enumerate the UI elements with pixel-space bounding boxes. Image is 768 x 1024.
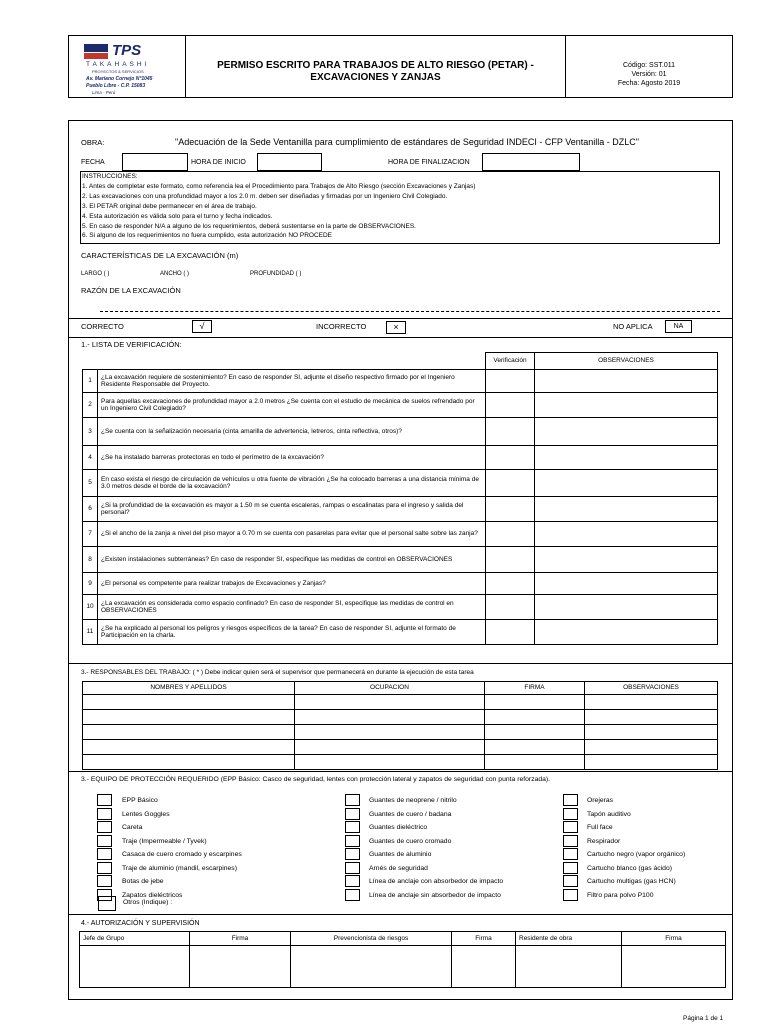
epp-label: Lentes Goggles xyxy=(122,810,170,818)
excavacion-title: CARACTERÍSTICAS DE LA EXCAVACIÓN (m) xyxy=(81,251,239,260)
autorizacion-table xyxy=(79,931,726,988)
verificacion-cell[interactable] xyxy=(486,370,535,393)
nombre-cell[interactable] xyxy=(83,710,295,725)
table-header-row xyxy=(80,932,726,946)
ancho-label: ANCHO ( ) xyxy=(160,271,189,277)
page-number: Página 1 de 1 xyxy=(683,1015,724,1022)
observaciones-cell[interactable] xyxy=(535,470,718,497)
table-header-row xyxy=(83,353,718,370)
verificacion-cell[interactable] xyxy=(486,418,535,446)
verificacion-cell[interactable] xyxy=(486,393,535,418)
table-row xyxy=(83,446,718,470)
no-aplica-label: NO APLICA xyxy=(613,322,653,331)
item-question: ¿Se cuenta con la señalización necesaria (cinta amarilla de advertencia, letreros, cinta reflectiva, otros)? xyxy=(98,418,486,446)
epp-label: Respirador xyxy=(587,837,621,845)
nombre-cell[interactable] xyxy=(83,740,295,755)
epp-label: Guantes dieléctrico xyxy=(369,824,428,831)
logo xyxy=(84,42,179,98)
otros-label: Otros (Indique) : xyxy=(123,899,173,906)
instruction-item: 6. Si alguno de los requerimientos no fuera cumplido, esta autorización NO PROCEDE xyxy=(82,232,333,240)
hora-fin-input[interactable] xyxy=(482,153,580,171)
observaciones-cell[interactable] xyxy=(585,755,718,770)
item-question: ¿La excavación es considerada como espacio confinado? En caso de responder SI, especifique las medidas de control en OBSERVACIONES xyxy=(98,595,486,620)
divider xyxy=(68,337,733,338)
firma-cell[interactable] xyxy=(485,695,585,710)
ocupacion-cell[interactable] xyxy=(295,740,485,755)
hora-fin-label: HORA DE FINALIZACION xyxy=(388,159,470,166)
epp-label: Guantes de aluminio xyxy=(369,851,432,858)
fecha-input[interactable] xyxy=(122,153,188,171)
table-row xyxy=(83,710,718,725)
doc-date: Fecha: Agosto 2019 xyxy=(617,79,681,87)
no-aplica-checkbox[interactable]: NA xyxy=(665,320,692,333)
item-question: ¿Se ha instalado barreras protectoras en todo el perímetro de la excavación? xyxy=(98,446,486,470)
nombre-cell[interactable] xyxy=(83,755,295,770)
table-row xyxy=(83,522,718,547)
epp-checkbox[interactable] xyxy=(563,862,578,874)
col-firma-2: Firma xyxy=(452,932,516,946)
col-jefe: Jefe de Grupo xyxy=(80,932,190,946)
observaciones-cell[interactable] xyxy=(585,740,718,755)
epp-label: Tapón auditivo xyxy=(587,810,631,818)
hora-inicio-input[interactable] xyxy=(257,153,322,171)
epp-checkbox[interactable] xyxy=(563,835,578,847)
divider xyxy=(68,318,733,319)
jefe-cell[interactable] xyxy=(80,946,190,988)
doc-version: Versión: 01 xyxy=(631,70,667,78)
epp-label: Arnés de seguridad xyxy=(369,864,428,872)
observaciones-cell[interactable] xyxy=(585,710,718,725)
table-row xyxy=(83,573,718,595)
nombre-cell[interactable] xyxy=(83,695,295,710)
razon-input-line[interactable] xyxy=(100,311,720,312)
epp-checkbox[interactable] xyxy=(345,875,360,887)
epp-checkbox[interactable] xyxy=(563,821,578,833)
firma-cell[interactable] xyxy=(622,946,726,988)
observaciones-cell[interactable] xyxy=(535,446,718,470)
item-number: 3 xyxy=(83,418,98,446)
observaciones-cell[interactable] xyxy=(535,418,718,446)
item-number: 10 xyxy=(83,595,98,620)
instruction-item: 1. Antes de completar este formato, como referencia lea el Procedimiento para Trabajos de Alto Riesgo (sección Excavaciones y Zanjas) xyxy=(82,182,476,190)
epp-label: Línea de anclaje con absorbedor de impacto xyxy=(369,878,504,885)
col-ocupacion: OCUPACION xyxy=(295,682,485,695)
instruction-item: 4. Esta autorización es válida solo para el turno y fecha indicados. xyxy=(82,212,273,220)
observaciones-cell[interactable] xyxy=(535,595,718,620)
epp-checkbox[interactable] xyxy=(345,889,360,901)
table-row xyxy=(83,393,718,418)
item-question: ¿Si el ancho de la zanja a nivel del piso mayor a 0.70 m se cuenta con pasarelas para evitar que el personal salte sobre las zanja? xyxy=(98,522,486,547)
fecha-label: FECHA xyxy=(81,159,105,166)
instruction-item: 2. Las excavaciones con una profundidad mayor a los 2.0 m. deben ser diseñadas y firmadas por un Ingeniero Civil Colegiado. xyxy=(82,192,448,200)
epp-checkbox[interactable] xyxy=(345,862,360,874)
item-number: 5 xyxy=(83,470,98,497)
epp-checkbox[interactable] xyxy=(345,821,360,833)
logo-company: TAKAHASHI xyxy=(86,61,150,68)
epp-label: Traje (Impermeable / Tyvek) xyxy=(122,837,207,845)
verificacion-cell[interactable] xyxy=(486,547,535,573)
table-row xyxy=(83,418,718,446)
obra-value: "Adecuación de la Sede Ventanilla para cumplimiento de estándares de Seguridad INDECI - CFP Ventanilla - DZLC" xyxy=(175,137,639,147)
firma-cell[interactable] xyxy=(485,725,585,740)
observaciones-cell[interactable] xyxy=(585,725,718,740)
item-question: Para aquellas excavaciones de profundidad mayor a 2.0 metros ¿Se cuenta con el estudio de mecánica de suelos refrendado por un Ingeniero Civil Colegiado? xyxy=(98,393,486,418)
epp-checkbox[interactable] xyxy=(345,848,360,860)
epp-checkbox[interactable] xyxy=(97,794,112,806)
epp-label: Full face xyxy=(587,824,613,831)
table-row xyxy=(83,695,718,710)
responsables-table xyxy=(82,681,718,770)
epp-checkbox[interactable] xyxy=(97,875,112,887)
epp-checkbox[interactable] xyxy=(97,821,112,833)
table-row xyxy=(83,620,718,645)
verificacion-cell[interactable] xyxy=(486,497,535,522)
epp-checkbox[interactable] xyxy=(345,794,360,806)
largo-label: LARGO ( ) xyxy=(81,271,110,277)
item-question: ¿Se ha explicado al personal los peligros y riesgos específicos de la tarea? En caso de responder SI, adjunte el formato de Participación en la charla. xyxy=(98,620,486,645)
observaciones-cell[interactable] xyxy=(535,497,718,522)
item-number: 9 xyxy=(83,573,98,595)
ocupacion-cell[interactable] xyxy=(295,710,485,725)
firma-cell[interactable] xyxy=(485,755,585,770)
divider xyxy=(68,663,733,664)
ocupacion-cell[interactable] xyxy=(295,755,485,770)
responsables-title: 3.- RESPONSABLES DEL TRABAJO: ( * ) Debe indicar quien será el supervisor que permanecerá en durante la ejecución de esta tarea xyxy=(81,669,474,676)
verificacion-cell[interactable] xyxy=(486,470,535,497)
page-title-line2: EXCAVACIONES Y ZANJAS xyxy=(310,72,441,83)
item-number: 4 xyxy=(83,446,98,470)
firma-cell[interactable] xyxy=(485,740,585,755)
col-observaciones: OBSERVACIONES xyxy=(535,353,718,370)
item-question: ¿El personal es competente para realizar trabajos de Excavaciones y Zanjas? xyxy=(98,573,486,595)
table-row xyxy=(83,595,718,620)
epp-checkbox[interactable] xyxy=(563,794,578,806)
item-number: 2 xyxy=(83,393,98,418)
col-firma-3: Firma xyxy=(622,932,726,946)
logo-text: TPS xyxy=(112,42,142,59)
logo-address-1: Av. Mariano Cornejo N°1045 xyxy=(86,76,153,82)
epp-checkbox[interactable] xyxy=(97,808,112,820)
epp-checkbox[interactable] xyxy=(563,808,578,820)
table-row xyxy=(83,497,718,522)
instructions xyxy=(82,172,475,241)
epp-title: 3.- EQUIPO DE PROTECCIÓN REQUERIDO (EPP Básico: Casco de seguridad, lentes con protección lateral y zapatos de seguridad con punta reforzada). xyxy=(81,776,551,783)
col-firma: FIRMA xyxy=(485,682,585,695)
firma-cell[interactable] xyxy=(452,946,516,988)
table-row xyxy=(83,740,718,755)
observaciones-cell[interactable] xyxy=(535,547,718,573)
correcto-label: CORRECTO xyxy=(81,322,124,331)
observaciones-cell[interactable] xyxy=(535,393,718,418)
epp-label: Orejeras xyxy=(587,797,614,804)
epp-label: Guantes de cuero cromado xyxy=(369,837,452,845)
residente-cell[interactable] xyxy=(516,946,622,988)
epp-label: Guantes de cuero / badana xyxy=(369,810,452,818)
hora-inicio-label: HORA DE INICIO xyxy=(191,159,246,166)
verificacion-cell[interactable] xyxy=(486,620,535,645)
item-number: 6 xyxy=(83,497,98,522)
col-firma-1: Firma xyxy=(190,932,291,946)
verificacion-cell[interactable] xyxy=(486,522,535,547)
observaciones-cell[interactable] xyxy=(535,370,718,393)
col-verificacion: Verificación xyxy=(486,353,535,370)
table-row xyxy=(83,470,718,497)
item-number: 1 xyxy=(83,370,98,393)
checklist-title: 1.- LISTA DE VERIFICACIÓN: xyxy=(81,340,182,349)
logo-sub: PROYECTOS & SERVICIOS xyxy=(92,69,144,74)
logo-address-3: Lima - Perú xyxy=(92,90,116,95)
table-row xyxy=(83,370,718,393)
observaciones-cell[interactable] xyxy=(535,620,718,645)
epp-label: Guantes de neoprene / nitrilo xyxy=(369,797,457,804)
logo-mark-icon xyxy=(84,44,108,52)
item-question: ¿Existen instalaciones subterráneas? En caso de responder SI, especifique las medidas de control en OBSERVACIONES xyxy=(98,547,486,573)
verificacion-cell[interactable] xyxy=(486,573,535,595)
item-question: En caso exista el riesgo de circulación de vehículos u otra fuente de vibración ¿Se ha colocado barreras a una distancia mínima de 3.0 metros desde el borde de la excavación? xyxy=(98,470,486,497)
correcto-checkbox[interactable]: √ xyxy=(192,320,212,333)
table-row xyxy=(83,755,718,770)
ocupacion-cell[interactable] xyxy=(295,695,485,710)
ocupacion-cell[interactable] xyxy=(295,725,485,740)
epp-label: Línea de anclaje sin absorbedor de impacto xyxy=(369,891,501,899)
otros-checkbox[interactable] xyxy=(98,896,116,911)
firma-cell[interactable] xyxy=(190,946,291,988)
item-number: 11 xyxy=(83,620,98,645)
obra-label: OBRA: xyxy=(81,138,105,147)
doc-meta xyxy=(565,62,733,88)
logo-address-2: Pueblo Libre - C.P. 15083 xyxy=(86,83,146,89)
table-row xyxy=(83,725,718,740)
epp-label: Casaca de cuero cromado y escarpines xyxy=(122,851,242,858)
verificacion-cell[interactable] xyxy=(486,446,535,470)
instructions-title: INSTRUCCIONES: xyxy=(82,173,138,180)
logo-mark-red-icon xyxy=(84,53,108,59)
autorizacion-title: 4.- AUTORIZACIÓN Y SUPERVISIÓN xyxy=(81,920,200,927)
epp-label: Traje de aluminio (mandil, escarpines) xyxy=(122,864,237,872)
epp-checkbox[interactable] xyxy=(97,862,112,874)
epp-label: Careta xyxy=(122,824,143,831)
item-number: 7 xyxy=(83,522,98,547)
table-row xyxy=(83,547,718,573)
epp-label: Botas de jebe xyxy=(122,878,164,885)
divider xyxy=(68,771,733,772)
item-number: 8 xyxy=(83,547,98,573)
incorrecto-label: INCORRECTO xyxy=(316,322,367,331)
firma-cell[interactable] xyxy=(485,710,585,725)
verificacion-cell[interactable] xyxy=(486,595,535,620)
divider xyxy=(68,914,733,915)
epp-label: EPP Básico xyxy=(122,797,158,804)
profundidad-label: PROFUNDIDAD ( ) xyxy=(250,271,302,277)
observaciones-cell[interactable] xyxy=(535,573,718,595)
col-nombres: NOMBRES Y APELLIDOS xyxy=(83,682,295,695)
table-row xyxy=(80,946,726,988)
instruction-item: 5. En caso de responder N/A a alguno de los requerimientos, deberá sustentarse en la parte de OBSERVACIONES. xyxy=(82,222,416,230)
epp-checkbox[interactable] xyxy=(97,848,112,860)
col-residente: Residente de obra xyxy=(516,932,622,946)
table-header-row xyxy=(83,682,718,695)
epp-label: Cartucho negro (vapor orgánico) xyxy=(587,851,686,858)
epp-label: Cartucho multigas (gas HCN) xyxy=(587,878,676,885)
epp-checkbox[interactable] xyxy=(563,889,578,901)
epp-label: Cartucho blanco (gas ácido) xyxy=(587,864,673,872)
col-observaciones: OBSERVACIONES xyxy=(585,682,718,695)
epp-checkbox[interactable] xyxy=(563,848,578,860)
epp-checkbox[interactable] xyxy=(563,875,578,887)
razon-label: RAZÓN DE LA EXCAVACIÓN xyxy=(81,286,181,295)
epp-checkbox[interactable] xyxy=(97,835,112,847)
page-title xyxy=(186,60,565,84)
observaciones-cell[interactable] xyxy=(535,522,718,547)
epp-checkbox[interactable] xyxy=(345,808,360,820)
item-question: ¿La excavación requiere de sostenimiento? En caso de responder SI, adjunte el diseño respectivo firmado por el Ingeniero Residente Responsable del Proyecto. xyxy=(98,370,486,393)
item-question: ¿Si la profundidad de la excavación es mayor a 1.50 m se cuenta escaleras, rampas o escalinatas para el ingreso y salida del personal? xyxy=(98,497,486,522)
page-title-line1: PERMISO ESCRITO PARA TRABAJOS DE ALTO RIESGO (PETAR) - xyxy=(217,60,534,71)
incorrecto-checkbox[interactable]: × xyxy=(386,321,406,334)
epp-label: Zapatos dieléctricos xyxy=(122,891,183,899)
instruction-item: 3. El PETAR original debe permanecer en el área de trabajo. xyxy=(82,202,257,210)
prevencionista-cell[interactable] xyxy=(291,946,452,988)
epp-label: Filtro para polvo P100 xyxy=(587,891,654,899)
observaciones-cell[interactable] xyxy=(585,695,718,710)
checklist-table xyxy=(82,352,718,645)
doc-code: Código: SST.011 xyxy=(622,62,675,69)
nombre-cell[interactable] xyxy=(83,725,295,740)
epp-checkbox[interactable] xyxy=(345,835,360,847)
col-prevencionista: Prevencionista de riesgos xyxy=(291,932,452,946)
